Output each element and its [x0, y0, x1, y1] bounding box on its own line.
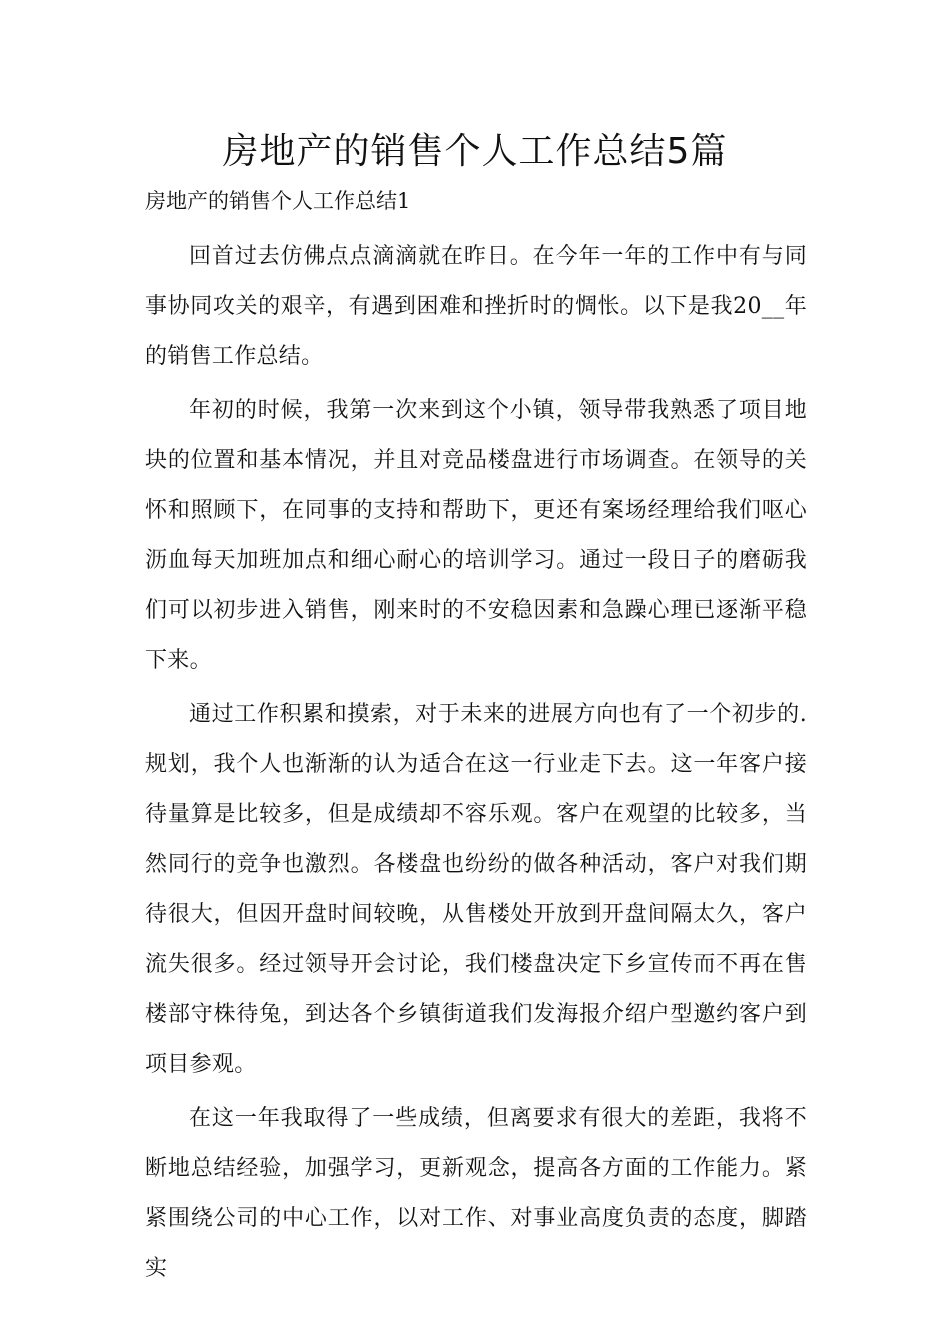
- paragraph-3: 通过工作积累和摸索，对于未来的进展方向也有了一个初步的.规划，我个人也渐渐的认为适合在这一行业走下去。这一年客户接待量算是比较多，但是成绩却不容乐观。客户在观望的比较多，当然同行的竞争也激烈。各楼盘也纷纷的做各种活动，客户对我们期待很大，但因开盘时间较晚，从售楼处开放到开盘间隔太久，客户流失很多。经过领导开会讨论，我们楼盘决定下乡宣传而不再在售楼部守株待兔，到达各个乡镇街道我们发海报介绍户型邀约客户到项目参观。: [145, 702, 807, 1077]
- paragraph-1: 回首过去仿佛点点滴滴就在昨日。在今年一年的工作中有与同事协同攻关的艰辛，有遇到困难和挫折时的惆怅。以下是我20__年的销售工作总结。: [145, 244, 807, 369]
- section-heading: 房地产的销售个人工作总结1: [145, 189, 411, 213]
- paragraph-4: 在这一年我取得了一些成绩，但离要求有很大的差距，我将不断地总结经验，加强学习，更新观念，提高各方面的工作能力。紧紧围绕公司的中心工作，以对工作、对事业高度负责的态度，脚踏实: [145, 1106, 807, 1281]
- document-title: 房地产的销售个人工作总结5篇: [222, 131, 728, 172]
- paragraph-2: 年初的时候，我第一次来到这个小镇，领导带我熟悉了项目地块的位置和基本情况，并且对竞品楼盘进行市场调查。在领导的关怀和照顾下，在同事的支持和帮助下，更还有案场经理给我们呕心沥血每天加班加点和细心耐心的培训学习。通过一段日子的磨砺我们可以初步进入销售，刚来时的不安稳因素和急躁心理已逐渐平稳下来。: [145, 398, 807, 673]
- document-body: [145, 232, 807, 1298]
